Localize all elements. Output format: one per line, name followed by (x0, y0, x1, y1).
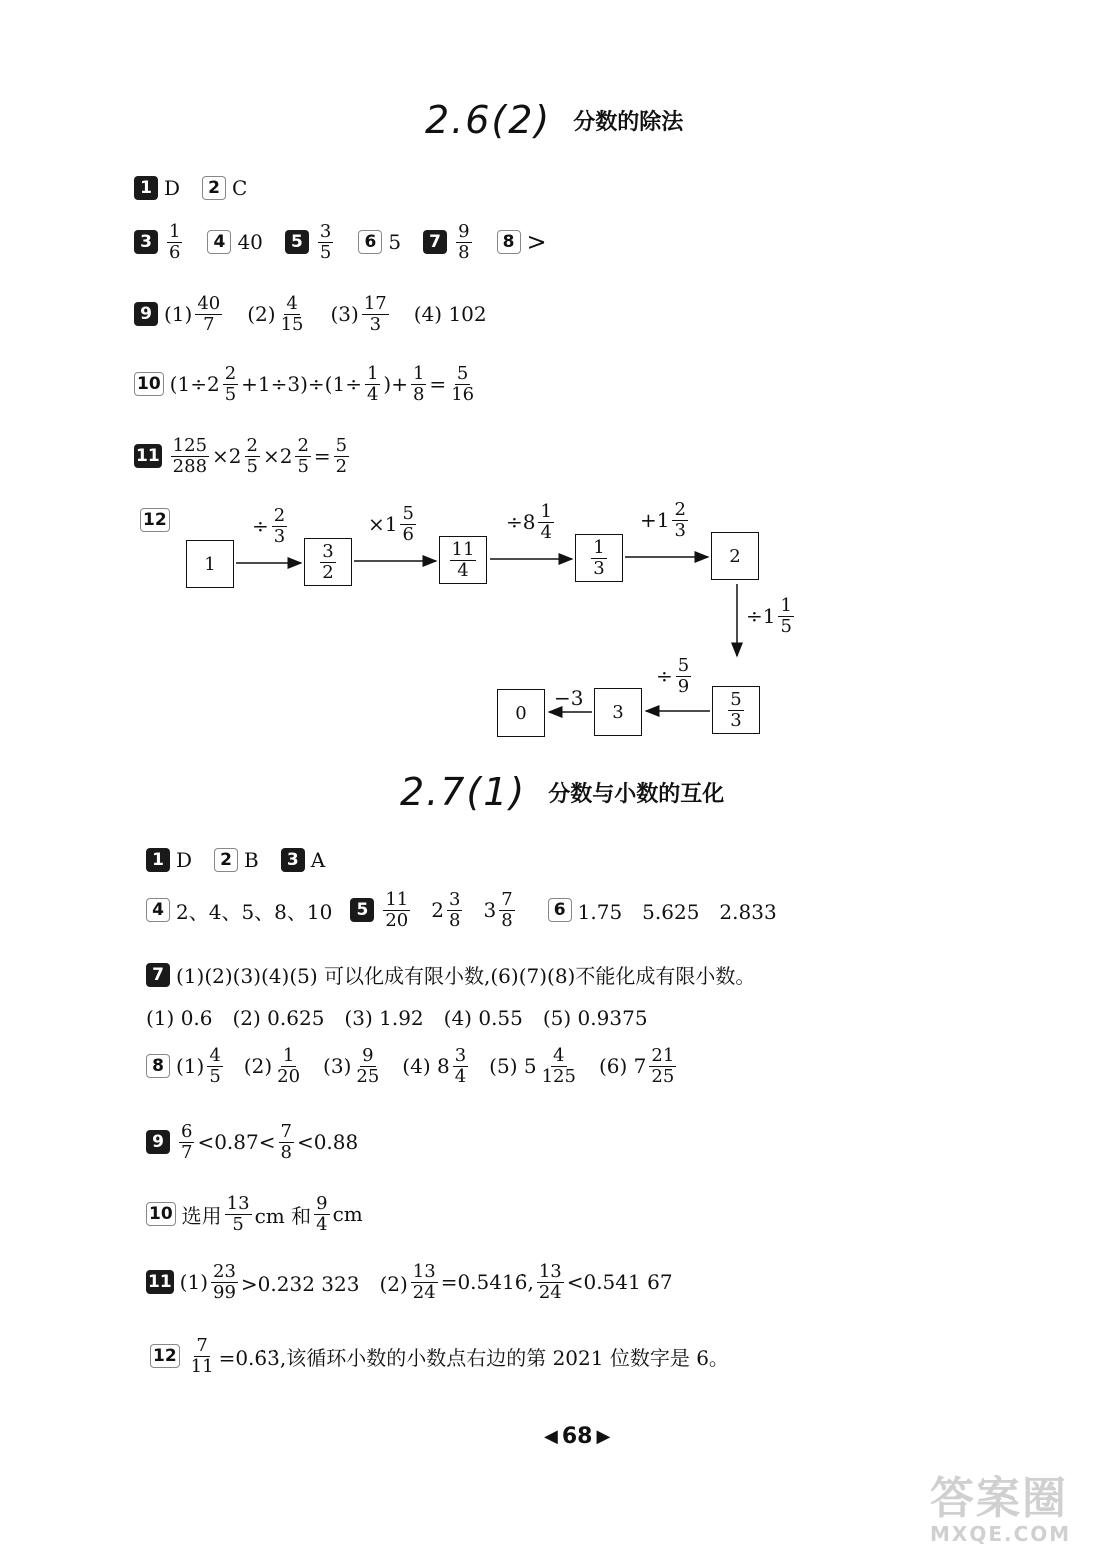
expr-text: )+ (383, 372, 408, 397)
answer-row-11 (146, 1262, 673, 1303)
expr-text: 选用 (181, 1203, 222, 1228)
fraction: $\frac{13}{5}$ (226, 1193, 250, 1235)
section-number: 2.6(2) (425, 98, 552, 142)
fraction: $\frac{5}{2}$ (335, 435, 348, 477)
page-number-text: 68 (561, 1424, 593, 1449)
fraction: $\frac{1}{6}$ (169, 221, 181, 263)
sub-label: (6) 7 (598, 1054, 647, 1079)
sub-label: (2) (243, 1054, 273, 1079)
expr-text: =0.6̇3̇,该循环小数的小数点右边的第 2021 位数字是 6。 (218, 1345, 729, 1370)
question-badge: 8 (497, 230, 521, 254)
flow-op-2: ×1 $\frac{5}{6}$ (368, 503, 414, 545)
section-heading: 分数的除法 (573, 109, 684, 135)
flow-arrows (0, 0, 1095, 760)
expr-text: (1) (179, 1270, 209, 1295)
sub-label: (5) 5 (489, 1054, 537, 1079)
fraction: $\frac{40}{7}$ (197, 293, 221, 335)
flow-op-7: −3 (554, 686, 584, 710)
sub-label: (3) (323, 1054, 352, 1079)
fraction: $\frac{4}{125}$ (541, 1045, 576, 1087)
fraction: $\frac{1}{8}$ (412, 363, 425, 405)
next-page-icon: ▶ (596, 1426, 611, 1447)
whole-number: 2 (431, 898, 444, 923)
answer-row-7 (146, 960, 755, 989)
expr-text: cm 和 (254, 1203, 312, 1228)
answer-text: D (164, 176, 181, 200)
answer-text: D (176, 848, 193, 872)
expr-text: +1÷3)÷(1÷ (241, 372, 362, 397)
flow-op-5: ÷1 $\frac{1}{5}$ (746, 595, 792, 637)
fraction: $\frac{23}{99}$ (213, 1261, 236, 1303)
sub-label: (1) (164, 302, 193, 327)
fraction: $\frac{9}{25}$ (356, 1045, 380, 1087)
fraction: $\frac{7}{8}$ (501, 889, 513, 931)
question-badge: 11 (148, 1272, 172, 1293)
flow-op-3: ÷8 $\frac{1}{4}$ (506, 501, 552, 543)
fraction: $\frac{9}{4}$ (316, 1193, 328, 1235)
sub-label: (4) 8 (402, 1054, 450, 1079)
answer-text: (1)(2)(3)(4)(5) 可以化成有限小数,(6)(7)(8)不能化成有限小数。 (176, 964, 756, 988)
question-badge: 11 (136, 446, 160, 467)
question-badge: 12 (150, 1344, 180, 1368)
sub-label: (2) (247, 302, 276, 327)
flow-box-4: $\frac{1}{3}$ (575, 534, 623, 582)
question-badge: 9 (134, 302, 158, 326)
flow-box-7: 3 (594, 688, 642, 736)
answer-text: 5 (388, 230, 402, 255)
prev-page-icon: ◀ (544, 1426, 558, 1447)
flow-box-2: $\frac{3}{2}$ (304, 538, 352, 586)
page-number (540, 1424, 614, 1449)
answer-text: A (310, 848, 326, 872)
whole-number: 3 (483, 898, 497, 923)
fraction: $\frac{2}{5}$ (246, 435, 258, 477)
sub-label: (3) (330, 302, 359, 327)
flow-box-1: 1 (186, 540, 234, 588)
fraction: $\frac{9}{8}$ (458, 221, 470, 263)
expr-text: ×2 (212, 444, 242, 469)
flow-op-6: ÷ $\frac{5}{9}$ (656, 655, 690, 697)
fraction: $\frac{5}{16}$ (451, 363, 475, 405)
answer-text: 40 (237, 230, 263, 255)
expr-text: = (429, 372, 447, 397)
answer-text: C (232, 176, 248, 200)
answer-row-12 (150, 1336, 729, 1377)
expr-text: <0.541 67 (566, 1270, 673, 1295)
expr-text: = (313, 444, 331, 469)
fraction: $\frac{2}{5}$ (224, 363, 237, 405)
watermark-text: 答案圈 (930, 1473, 1068, 1524)
fraction: $\frac{3}{8}$ (449, 889, 461, 931)
flow-box-8: 0 (497, 689, 545, 737)
question-badge: 1 (134, 176, 158, 200)
answer-row-8 (146, 1046, 679, 1087)
flow-box-6: $\frac{5}{3}$ (712, 686, 760, 734)
question-badge: 4 (146, 898, 170, 922)
question-badge: 2 (214, 848, 238, 872)
fraction: $\frac{21}{25}$ (651, 1045, 675, 1087)
section-number: 2.7(1) (400, 770, 527, 814)
question-badge: 1 (146, 848, 170, 872)
section-heading: 分数与小数的互化 (548, 781, 725, 807)
fraction: $\frac{7}{11}$ (190, 1335, 214, 1377)
fraction: $\frac{7}{8}$ (280, 1121, 292, 1163)
answer-text: B (244, 848, 259, 872)
expr-text: >0.232 323 (2) (240, 1271, 408, 1296)
answer-row-10 (146, 1194, 363, 1235)
fraction: $\frac{4}{15}$ (280, 293, 304, 335)
fraction: $\frac{13}{24}$ (412, 1261, 436, 1303)
expr-text: (1÷2 (169, 372, 220, 397)
question-badge: 5 (350, 898, 374, 922)
section-title-2-7-1 (400, 770, 724, 814)
flow-box-5: 2 (711, 532, 759, 580)
sub-label: (4) 102 (413, 302, 487, 327)
watermark-logo (930, 1462, 1071, 1546)
answer-text: > (526, 228, 547, 257)
question-badge: 7 (423, 230, 447, 254)
fraction: $\frac{1}{4}$ (366, 363, 379, 405)
expr-text: cm (332, 1202, 363, 1227)
sub-label: (1) (176, 1054, 205, 1079)
question-badge: 10 (134, 372, 164, 396)
question-badge: 2 (202, 176, 226, 200)
answer-row-7b (146, 1002, 648, 1031)
answer-row-9 (146, 1122, 358, 1163)
question-badge: 7 (146, 963, 170, 987)
answer-text: 2、4、5、8、10 (176, 899, 333, 924)
question-badge: 6 (358, 230, 382, 254)
flow-op-1: ÷ $\frac{2}{3}$ (252, 505, 286, 547)
question-badge: 10 (146, 1202, 176, 1226)
expr-text: <0.88 (296, 1130, 359, 1155)
fraction: $\frac{17}{3}$ (363, 293, 387, 335)
fraction: $\frac{3}{4}$ (454, 1045, 467, 1087)
flow-box-3: $\frac{11}{4}$ (439, 536, 487, 584)
fraction: $\frac{13}{24}$ (538, 1261, 562, 1303)
answer-text: (1) 0.6 (2) 0.625 (3) 1.92 (4) 0.55 (5) 0.9375 (146, 1006, 648, 1030)
fraction: $\frac{6}{7}$ (181, 1121, 193, 1163)
expr-text: =0.5416̇, (440, 1270, 534, 1295)
fraction: $\frac{2}{5}$ (297, 435, 309, 477)
question-badge: 9 (146, 1130, 170, 1154)
fraction: $\frac{125}{288}$ (172, 435, 208, 477)
fraction: $\frac{4}{5}$ (209, 1045, 221, 1087)
fraction: $\frac{3}{5}$ (319, 221, 332, 263)
question-badge: 8 (146, 1054, 170, 1078)
expr-text: ×2 (262, 444, 293, 469)
answer-row-4-6 (146, 890, 777, 931)
question-badge: 6 (548, 898, 572, 922)
answer-text: 1.75 5.625 2.833 (577, 899, 777, 924)
watermark-url: MXQE.COM (930, 1522, 1072, 1546)
question-badge: 4 (207, 230, 231, 254)
fraction: $\frac{11}{20}$ (385, 889, 409, 931)
expr-text: <0.87< (197, 1130, 276, 1155)
question-badge: 12 (140, 508, 170, 532)
question-badge: 3 (281, 848, 305, 872)
fraction: $\frac{1}{20}$ (277, 1045, 301, 1087)
question-badge: 5 (285, 230, 309, 254)
flow-op-4: +1 $\frac{2}{3}$ (640, 499, 686, 541)
question-badge: 3 (134, 230, 158, 254)
answer-row-1-3 (146, 848, 325, 872)
